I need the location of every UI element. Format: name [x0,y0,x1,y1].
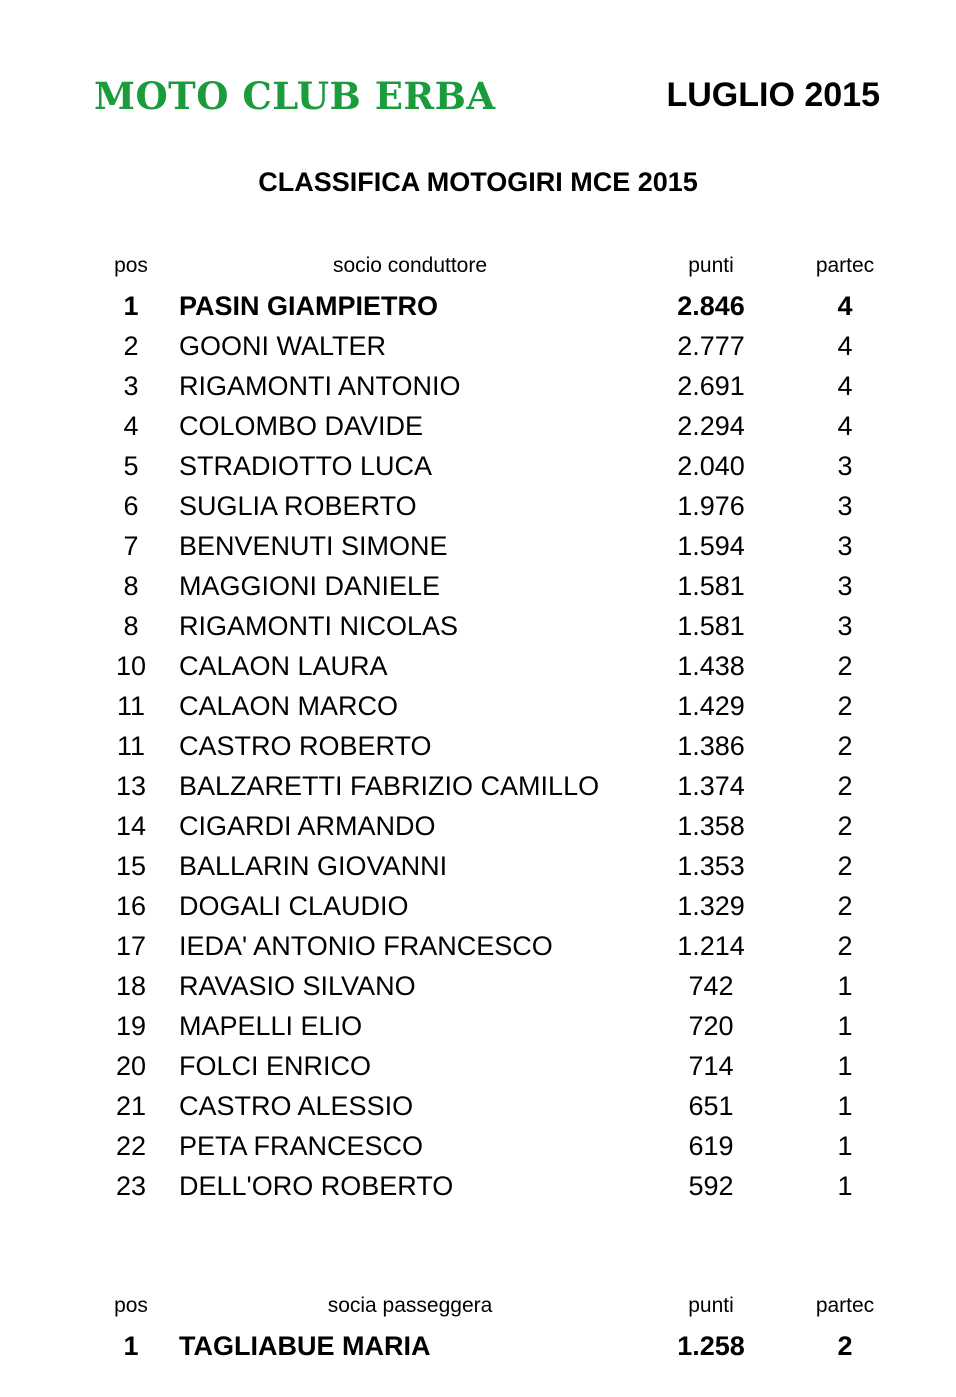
column-header-points: punti [688,254,734,277]
row-participations: 2 [837,851,853,881]
row-participations: 2 [837,691,853,721]
row-points: 1.976 [677,491,745,521]
row-participations: 4 [837,331,853,361]
row-pos: 23 [115,1171,147,1201]
row-name: CASTRO ALESSIO [179,1091,414,1121]
drivers-table-header [0,246,956,286]
row-pos: 11 [116,691,146,721]
row-participations: 4 [837,411,853,441]
row-name: CIGARDI ARMANDO [179,811,436,841]
table-row [0,1326,956,1366]
row-participations: 1 [837,1091,853,1121]
row-participations: 2 [837,811,853,841]
row-pos: 2 [123,331,139,361]
row-points: 2.294 [677,411,745,441]
row-participations: 3 [837,451,853,481]
table-row [0,1166,956,1206]
row-name: PASIN GIAMPIETRO [179,291,439,321]
row-participations: 4 [837,371,853,401]
column-header-participations: partec [815,254,875,277]
row-participations: 1 [837,1051,853,1081]
row-name: RIGAMONTI NICOLAS [179,611,459,641]
row-pos: 4 [123,411,139,441]
page-title: CLASSIFICA MOTOGIRI MCE 2015 [258,167,698,197]
table-row [0,366,956,406]
row-name: MAGGIONI DANIELE [179,571,441,601]
row-name: BALLARIN GIOVANNI [179,851,448,881]
row-pos: 5 [123,451,139,481]
row-name: RIGAMONTI ANTONIO [179,371,461,401]
row-pos: 13 [115,771,147,801]
row-participations: 3 [837,491,853,521]
row-points: 720 [688,1011,734,1041]
row-name: MAPELLI ELIO [179,1011,363,1041]
table-row [0,646,956,686]
column-header-participations: partec [815,1294,875,1317]
drivers-table [0,246,956,1206]
table-row [0,606,956,646]
table-row [0,326,956,366]
row-name: TAGLIABUE MARIA [179,1331,431,1361]
row-points: 1.353 [677,851,745,881]
row-participations: 2 [837,731,853,761]
column-header-pos: pos [114,254,148,277]
row-points: 1.581 [677,571,745,601]
row-points: 1.429 [677,691,745,721]
row-pos: 21 [115,1091,147,1121]
column-header-points: punti [688,1294,734,1317]
row-pos: 17 [115,931,147,961]
row-points: 1.594 [677,531,745,561]
column-header-name: socio conduttore [332,254,488,277]
row-name: STRADIOTTO LUCA [179,451,433,481]
passengers-table-header [0,1286,956,1326]
row-participations: 2 [837,771,853,801]
table-row [0,1046,956,1086]
row-participations: 1 [837,1171,853,1201]
row-pos: 6 [123,491,139,521]
row-name: BALZARETTI FABRIZIO CAMILLO [179,771,600,801]
row-pos: 15 [115,851,147,881]
row-participations: 2 [837,891,853,921]
row-points: 742 [688,971,734,1001]
passengers-table-body [0,1326,956,1366]
row-points: 1.386 [677,731,745,761]
row-points: 714 [688,1051,734,1081]
table-row [0,806,956,846]
row-participations: 1 [837,1131,853,1161]
row-points: 651 [688,1091,734,1121]
row-points: 1.258 [677,1331,745,1361]
row-pos: 8 [123,571,139,601]
row-name: PETA FRANCESCO [179,1131,424,1161]
row-pos: 22 [115,1131,147,1161]
table-row [0,686,956,726]
row-points: 1.329 [677,891,745,921]
table-row [0,966,956,1006]
row-participations: 1 [837,1011,853,1041]
row-pos: 10 [115,651,147,681]
table-row [0,846,956,886]
table-row [0,526,956,566]
table-row [0,406,956,446]
table-row [0,566,956,606]
row-name: RAVASIO SILVANO [179,971,416,1001]
table-row [0,886,956,926]
table-row [0,1126,956,1166]
row-points: 1.581 [677,611,745,641]
row-name: DOGALI CLAUDIO [179,891,409,921]
row-name: CASTRO ROBERTO [179,731,432,761]
table-row [0,486,956,526]
table-row [0,286,956,326]
row-points: 1.214 [677,931,745,961]
row-participations: 3 [837,571,853,601]
report-date: LUGLIO 2015 [666,76,880,114]
row-pos: 19 [115,1011,147,1041]
club-name: MOTO CLUB ERBA [94,74,496,118]
row-name: CALAON MARCO [179,691,399,721]
row-pos: 14 [115,811,147,841]
row-pos: 3 [123,371,139,401]
row-name: FOLCI ENRICO [179,1051,372,1081]
table-row [0,926,956,966]
row-participations: 1 [837,971,853,1001]
row-pos: 11 [116,731,146,761]
drivers-table-body [0,286,956,1206]
row-points: 1.358 [677,811,745,841]
row-pos: 1 [123,1331,139,1361]
row-name: COLOMBO DAVIDE [179,411,424,441]
row-pos: 18 [115,971,147,1001]
table-row [0,726,956,766]
column-header-name: socia passeggera [327,1294,493,1317]
table-row [0,1006,956,1046]
row-participations: 2 [837,931,853,961]
row-pos: 16 [115,891,147,921]
row-participations: 2 [837,1331,853,1361]
row-pos: 7 [123,531,139,561]
row-name: GOONI WALTER [179,331,387,361]
table-row [0,446,956,486]
row-pos: 1 [123,291,139,321]
row-name: IEDA' ANTONIO FRANCESCO [179,931,553,961]
row-points: 619 [688,1131,734,1161]
row-points: 2.691 [677,371,745,401]
column-header-pos: pos [114,1294,148,1317]
row-points: 2.040 [677,451,745,481]
row-points: 2.846 [677,291,745,321]
row-pos: 8 [123,611,139,641]
passengers-table [0,1286,956,1366]
row-points: 592 [688,1171,734,1201]
row-name: DELL'ORO ROBERTO [179,1171,454,1201]
table-row [0,766,956,806]
row-participations: 3 [837,531,853,561]
row-participations: 4 [837,291,853,321]
row-points: 1.374 [677,771,745,801]
table-row [0,1086,956,1126]
row-name: BENVENUTI SIMONE [179,531,448,561]
row-name: SUGLIA ROBERTO [179,491,417,521]
row-points: 1.438 [677,651,745,681]
row-points: 2.777 [677,331,745,361]
row-pos: 20 [115,1051,147,1081]
row-name: CALAON LAURA [179,651,388,681]
row-participations: 3 [837,611,853,641]
row-participations: 2 [837,651,853,681]
